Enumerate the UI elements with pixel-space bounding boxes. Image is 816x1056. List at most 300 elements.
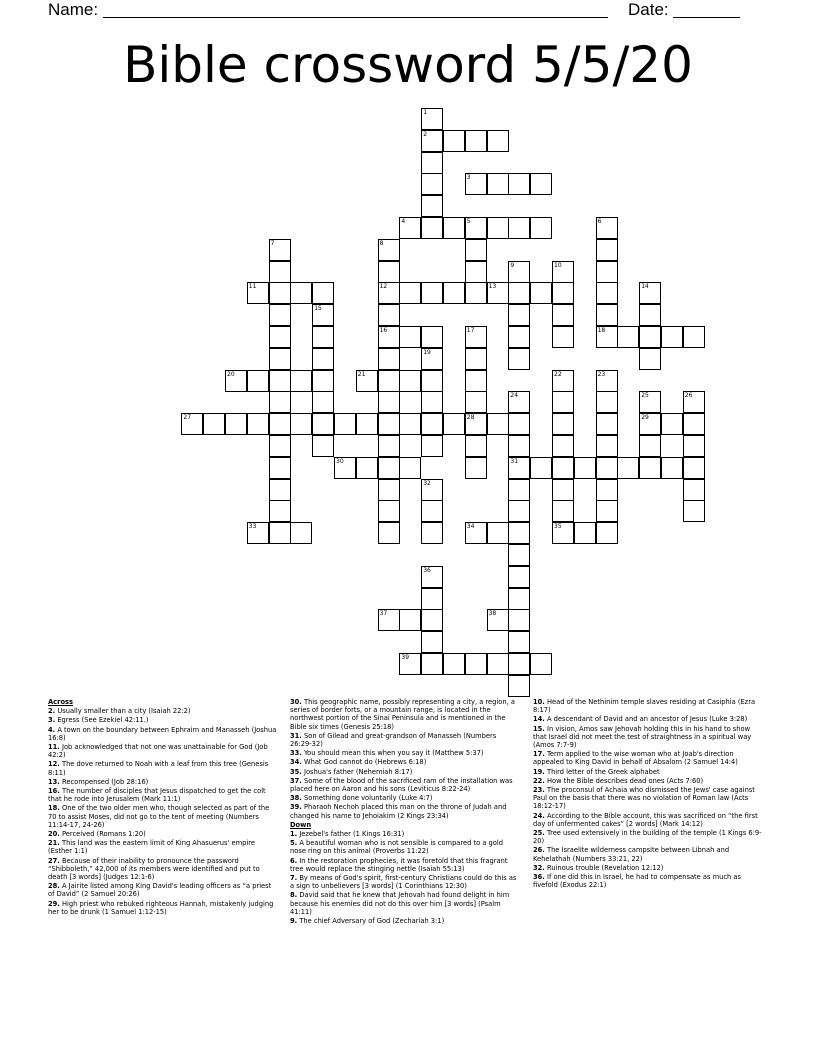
grid-cell[interactable] [312,391,334,413]
clue-text: Son of Gilead and great-grandson of Manasseh (Numbers 26:29-32) [290,731,497,749]
clue-number-label: 29. [48,899,60,908]
clue-item [533,812,765,828]
grid-cell[interactable] [487,217,509,239]
grid-cell[interactable] [683,479,705,501]
clue-number: 14 [641,283,649,291]
grid-cell[interactable] [639,348,661,370]
clue-number-label: 30. [290,698,302,706]
grid-cell[interactable] [421,391,443,413]
grid-cell[interactable] [421,522,443,544]
grid-cell[interactable] [552,435,574,457]
grid-cell[interactable] [530,282,552,304]
grid-cell[interactable] [378,500,400,522]
grid-cell[interactable] [508,653,530,675]
clue-text: Ruinous trouble (Revelation 12:12) [544,863,664,872]
clue-number-label: 31. [290,731,302,740]
grid-cell[interactable] [443,413,465,435]
clue-item [290,839,520,855]
clue-number-label: 22. [533,776,545,785]
grid-cell[interactable] [596,413,618,435]
clue-text: Third letter of the Greek alphabet [544,767,660,776]
grid-cell[interactable] [508,588,530,610]
grid-cell[interactable] [508,173,530,195]
grid-cell[interactable] [552,479,574,501]
grid-cell[interactable] [421,500,443,522]
grid-cell[interactable] [421,631,443,653]
clue-item [48,830,278,838]
clue-item [533,864,765,872]
grid-cell[interactable] [552,326,574,348]
clue-text: If one did this in Israel, he had to compensate as much as fivefold (Exodus 22:1) [533,873,741,890]
grid-cell[interactable] [290,413,312,435]
grid-cell[interactable] [269,348,291,370]
grid-cell[interactable] [312,348,334,370]
clue-item [533,750,765,766]
grid-cell[interactable] [290,282,312,304]
clue-text: Job acknowledged that not one was unattainable for God (Job 42:2) [48,743,268,760]
clue-number: 28 [466,414,475,422]
clue-item [48,882,278,898]
clue-number: 3 [466,174,471,182]
clue-number: 12 [379,283,388,291]
grid-cell[interactable] [312,370,334,392]
grid-cell[interactable] [465,435,487,457]
clue-text: High priest who rebuked righteous Hannah, mistakenly judging her to be drunk (1 Samuel 1:12-15) [48,899,274,916]
clue-number-label: 23. [533,786,545,795]
clue-item [290,891,520,916]
grid-cell[interactable] [312,435,334,457]
clue-number: 39 [401,654,410,661]
clue-item [290,732,520,748]
grid-cell[interactable] [596,391,618,413]
grid-cell[interactable] [508,522,530,544]
grid-cell[interactable] [487,653,509,675]
grid-cell[interactable] [269,261,291,283]
grid-cell[interactable] [596,522,618,544]
clues-column-1 [48,698,278,917]
grid-cell[interactable] [617,457,639,479]
grid-cell[interactable] [378,479,400,501]
clue-item [533,829,765,845]
grid-cell[interactable] [421,152,443,174]
grid-cell[interactable] [312,326,334,348]
clue-number-label: 13. [48,777,60,786]
grid-cell[interactable] [421,282,443,304]
clue-item [533,725,765,750]
clue-section-heading: Down [290,820,312,829]
grid-cell[interactable] [269,326,291,348]
grid-cell[interactable] [683,457,705,479]
clue-item [290,830,520,838]
clue-number: 32 [423,479,431,487]
grid-cell[interactable] [421,370,443,392]
grid-cell[interactable] [661,413,683,435]
clue-number: 31 [510,457,519,465]
clue-number-label: 24. [533,811,545,820]
grid-cell[interactable] [530,173,552,195]
grid-cell[interactable] [334,413,356,435]
clue-text: David said that he knew that Jehovah had found delight in him because his enemies did not do this over him [3 words] (Psalm 41:11) [290,891,510,916]
clue-number-label: 7. [290,874,298,883]
clue-number-label: 2. [48,707,56,716]
clue-number: 24 [510,392,519,400]
grid-cell[interactable] [508,479,530,501]
grid-cell[interactable] [421,217,443,239]
grid-cell[interactable] [269,435,291,457]
clue-text: The proconsul of Achaia who dismissed the Jews' case against Paul on the basis that there was no violation of Roman law (Acts 18:12-17) [533,786,755,811]
grid-cell[interactable] [574,522,596,544]
clue-text: The Israelite wilderness campsite between Libnah and Kehelathah (Numbers 33:21, 22) [533,846,730,863]
clue-number: 8 [379,239,384,247]
clue-text: Head of the Nethinim temple slaves residing at Casiphia (Ezra 8:17) [533,698,756,715]
grid-cell[interactable] [269,370,291,392]
clue-text: According to the Bible account, this was sacrificed on “the first day of unfermented cakes” [2 words] (Mark 14:12) [533,811,758,828]
clues-column-3 [533,698,765,890]
clue-number: 20 [227,370,235,378]
grid-cell[interactable] [378,435,400,457]
grid-cell[interactable] [203,413,225,435]
grid-cell[interactable] [552,391,574,413]
grid-cell[interactable] [443,653,465,675]
grid-cell[interactable] [269,457,291,479]
clue-item [48,839,278,855]
clue-item [533,873,765,889]
clue-item [290,777,520,793]
clue-item [290,758,520,766]
grid-cell[interactable] [508,348,530,370]
clue-number: 22 [554,370,562,378]
clue-text: Some of the blood of the sacrificed ram of the installation was placed here on Aaron and his sons (Leviticus 8:22-24) [290,776,513,794]
clue-number-label: 11. [48,743,60,752]
clue-number: 19 [423,348,431,356]
clue-item [48,857,278,882]
grid-cell[interactable] [487,522,509,544]
clue-number: 10 [554,261,562,269]
grid-cell[interactable] [683,326,705,348]
clue-text: This geographic name, possibly representing a city, a region, a series of border forts, or a mountain range, is located in the northwest portion of the Sinai Peninsula and is mentioned in the Bible six times (Genesis 25:18) [290,698,515,731]
clue-number: 26 [684,392,693,400]
grid-cell[interactable] [378,413,400,435]
clue-text: Something done voluntarily (Luke 4:7) [301,794,433,803]
grid-cell[interactable] [530,217,552,239]
grid-cell[interactable] [312,282,334,304]
clue-text: In vision, Amos saw Jehovah holding this in his hand to show that Israel did not meet the test of straightness in a spiritual way (Amos 7:7-9) [533,724,752,750]
grid-cell[interactable] [596,457,618,479]
clue-number: 9 [510,261,515,269]
clue-text: Recompensed (Job 28:16) [59,777,149,786]
clue-item [48,787,278,803]
clue-text: In the restoration prophecies, it was foretold that this fragrant tree would replace the stinging nettle (Isaiah 55:13) [290,856,508,873]
clue-item [290,874,520,890]
grid-cell[interactable] [465,282,487,304]
clue-item [48,707,278,715]
clue-text: Perceived (Romans 1:20) [59,830,146,839]
grid-cell[interactable] [399,457,421,479]
clue-number-label: 18. [48,804,60,813]
grid-cell[interactable] [269,522,291,544]
clue-number: 38 [488,610,497,618]
grid-cell[interactable] [465,391,487,413]
clue-text: Tree used extensively in the building of the temple (1 Kings 6:9-20) [533,829,762,846]
grid-cell[interactable] [356,413,378,435]
clue-item [48,716,278,724]
clue-number-label: 36. [533,873,545,882]
clue-item [48,804,278,829]
clue-item [48,726,278,742]
clue-text: You should mean this when you say it (Matthew 5:37) [301,749,484,758]
clue-number-label: 15. [533,724,545,733]
grid-cell[interactable] [378,391,400,413]
clue-number: 36 [423,566,431,574]
grid-cell[interactable] [596,479,618,501]
clue-item [48,760,278,776]
grid-cell[interactable] [269,479,291,501]
grid-cell[interactable] [421,195,443,217]
clue-number: 7 [270,239,275,247]
clue-number-label: 19. [533,767,545,776]
clue-number-label: 10. [533,698,545,706]
grid-cell[interactable] [399,326,421,348]
grid-cell[interactable] [508,675,530,697]
clue-number-label: 35. [290,767,302,776]
clue-item [290,803,520,819]
clue-number-label: 8. [290,891,298,900]
clue-text: By means of God's spirit, first-century Christians could do this as a sign to unbelievers [3 words] (1 Corinthians 12:30) [290,874,517,891]
clue-number-label: 16. [48,787,60,796]
grid-cell[interactable] [683,413,705,435]
grid-cell[interactable] [508,435,530,457]
grid-cell[interactable] [399,413,421,435]
clue-text: The number of disciples that Jesus dispatched to get the colt that he rode into Jerusalem (Mark 11:1) [48,787,266,804]
clue-text: Usually smaller than a city (Isaiah 22:2) [55,707,191,716]
clue-number-label: 9. [290,917,298,926]
grid-cell[interactable] [465,653,487,675]
clue-number-label: 33. [290,749,302,758]
grid-cell[interactable] [508,609,530,631]
grid-cell[interactable] [552,457,574,479]
grid-cell[interactable] [552,413,574,435]
grid-cell[interactable] [487,173,509,195]
clue-number-label: 20. [48,830,60,839]
clue-number-label: 4. [48,725,56,734]
clue-item [48,743,278,759]
clue-text: One of the two older men who, though selected as part of the 70 to assist Moses, did not go to the tent of meeting (Numbers 11:14-17, 24-26) [48,804,270,829]
grid-cell[interactable] [443,217,465,239]
clue-text: Joshua's father (Nehemiah 8:17) [301,767,413,776]
grid-cell[interactable] [378,370,400,392]
grid-cell[interactable] [639,326,661,348]
grid-cell[interactable] [399,370,421,392]
grid-cell[interactable] [508,304,530,326]
grid-cell[interactable] [552,282,574,304]
clue-text: A descendant of David and an ancestor of Jesus (Luke 3:28) [544,715,748,724]
grid-cell[interactable] [421,435,443,457]
grid-cell[interactable] [465,348,487,370]
grid-cell[interactable] [225,413,247,435]
grid-cell[interactable] [596,435,618,457]
grid-cell[interactable] [596,500,618,522]
grid-cell[interactable] [683,500,705,522]
grid-cell[interactable] [508,544,530,566]
grid-cell[interactable] [421,326,443,348]
grid-cell[interactable] [683,435,705,457]
date-label: Date: [628,0,669,19]
grid-cell[interactable] [378,261,400,283]
grid-cell[interactable] [508,217,530,239]
clue-number: 23 [597,370,606,378]
clue-item [290,917,520,925]
clue-number: 16 [379,327,388,334]
clue-number-label: 39. [290,803,302,812]
grid-cell[interactable] [661,457,683,479]
grid-cell[interactable] [508,566,530,588]
clue-item [290,857,520,873]
clue-number: 4 [401,218,406,225]
grid-cell[interactable] [639,435,661,457]
grid-cell[interactable] [596,282,618,304]
grid-cell[interactable] [487,413,509,435]
clue-item [533,768,765,776]
clue-number: 25 [641,392,649,400]
grid-cell[interactable] [378,348,400,370]
grid-cell[interactable] [596,239,618,261]
grid-cell[interactable] [269,391,291,413]
grid-cell[interactable] [552,304,574,326]
clue-number: 5 [466,218,471,225]
clue-number-label: 37. [290,776,302,785]
clue-number: 1 [423,109,428,116]
clue-text: Jezebel's father (1 Kings 16:31) [297,830,405,839]
clue-number: 29 [641,414,649,422]
clue-item [533,698,765,714]
grid-cell[interactable] [596,261,618,283]
grid-cell[interactable] [290,370,312,392]
clue-number: 34 [466,523,475,531]
clue-item [48,778,278,786]
grid-cell[interactable] [596,304,618,326]
clue-text: The dove returned to Noah with a leaf from this tree (Genesis 8:11) [48,760,269,777]
clue-text: A Jairite listed among King David's leading officers as “a priest of David” (2 Samuel 20:26) [48,882,272,899]
grid-cell[interactable] [639,304,661,326]
clue-item [290,768,520,776]
clue-text: Egress (See Ezekiel 42:11.) [55,716,149,725]
grid-cell[interactable] [269,500,291,522]
clue-section-heading: Across [48,698,73,706]
clue-item [48,900,278,916]
clue-number-label: 12. [48,760,60,769]
clue-number: 17 [466,327,475,334]
clue-text: A beautiful woman who is not sensible is compared to a gold nose ring on this animal (Proverbs 11:22) [290,839,503,856]
grid-cell[interactable] [312,413,334,435]
clue-number: 35 [554,523,562,531]
grid-cell[interactable] [443,282,465,304]
clue-number: 15 [314,305,322,313]
grid-cell[interactable] [487,130,509,152]
clue-item [533,846,765,862]
clue-number-label: 27. [48,856,60,865]
grid-cell[interactable] [290,522,312,544]
clue-number: 33 [248,523,257,531]
clue-number: 30 [336,457,344,465]
grid-cell[interactable] [530,457,552,479]
clue-number-label: 26. [533,846,545,855]
grid-cell[interactable] [465,370,487,392]
clue-number: 21 [357,370,366,378]
grid-cell[interactable] [552,500,574,522]
grid-cell[interactable] [269,282,291,304]
grid-cell[interactable] [378,457,400,479]
clue-text: How the Bible describes dead ones (Acts 7:60) [544,776,704,785]
clue-number-label: 6. [290,856,298,865]
name-label: Name: [48,0,99,19]
clue-item [290,794,520,802]
grid-cell[interactable] [465,130,487,152]
grid-cell[interactable] [639,457,661,479]
page-title: Bible crossword 5/5/20 [123,36,693,94]
clues-column-2 [290,698,520,926]
clue-number-label: 34. [290,758,302,767]
grid-cell[interactable] [508,282,530,304]
clue-number-label: 14. [533,715,545,724]
clue-text: Term applied to the wise woman who at Joab's direction appealed to King David in behalf of Absalom (2 Samuel 14:4) [533,750,738,767]
grid-cell[interactable] [421,653,443,675]
clue-text: This land was the eastern limit of King Ahasuerus' empire (Esther 1:1) [48,839,255,856]
clue-text: A town on the boundary between Ephraim and Manasseh (Joshua 16:8) [48,725,277,742]
grid-cell[interactable] [508,413,530,435]
grid-cell[interactable] [508,631,530,653]
grid-cell[interactable] [378,304,400,326]
grid-cell[interactable] [465,261,487,283]
clue-item [533,715,765,723]
clue-number: 11 [248,283,257,291]
clue-number-label: 3. [48,716,56,725]
clue-text: Pharaoh Nechoh placed this man on the throne of Judah and changed his name to Jehoiakim (2 Kings 23:34) [290,803,507,820]
grid-cell[interactable] [421,413,443,435]
clue-number: 27 [183,414,192,422]
grid-cell[interactable] [247,413,269,435]
grid-cell[interactable] [269,304,291,326]
grid-cell[interactable] [421,609,443,631]
clue-item [533,777,765,785]
clue-number-label: 28. [48,882,60,891]
clue-number-label: 21. [48,839,60,848]
grid-cell[interactable] [508,326,530,348]
grid-cell[interactable] [399,282,421,304]
grid-cell[interactable] [574,457,596,479]
clue-number: 37 [379,610,388,618]
clue-number-label: 38. [290,794,302,803]
grid-cell[interactable] [530,653,552,675]
grid-cell[interactable] [617,326,639,348]
grid-cell[interactable] [443,130,465,152]
grid-cell[interactable] [269,413,291,435]
grid-cell[interactable] [465,239,487,261]
grid-cell[interactable] [661,326,683,348]
clue-item [290,698,520,731]
grid-cell[interactable] [247,370,269,392]
grid-cell[interactable] [465,457,487,479]
clue-number-label: 17. [533,750,545,759]
grid-cell[interactable] [399,609,421,631]
grid-cell[interactable] [421,588,443,610]
grid-cell[interactable] [356,457,378,479]
clue-number: 2 [423,130,428,138]
grid-cell[interactable] [421,173,443,195]
clue-number-label: 25. [533,829,545,838]
grid-cell[interactable] [378,522,400,544]
clue-number: 6 [597,218,602,225]
grid-cell[interactable] [508,500,530,522]
